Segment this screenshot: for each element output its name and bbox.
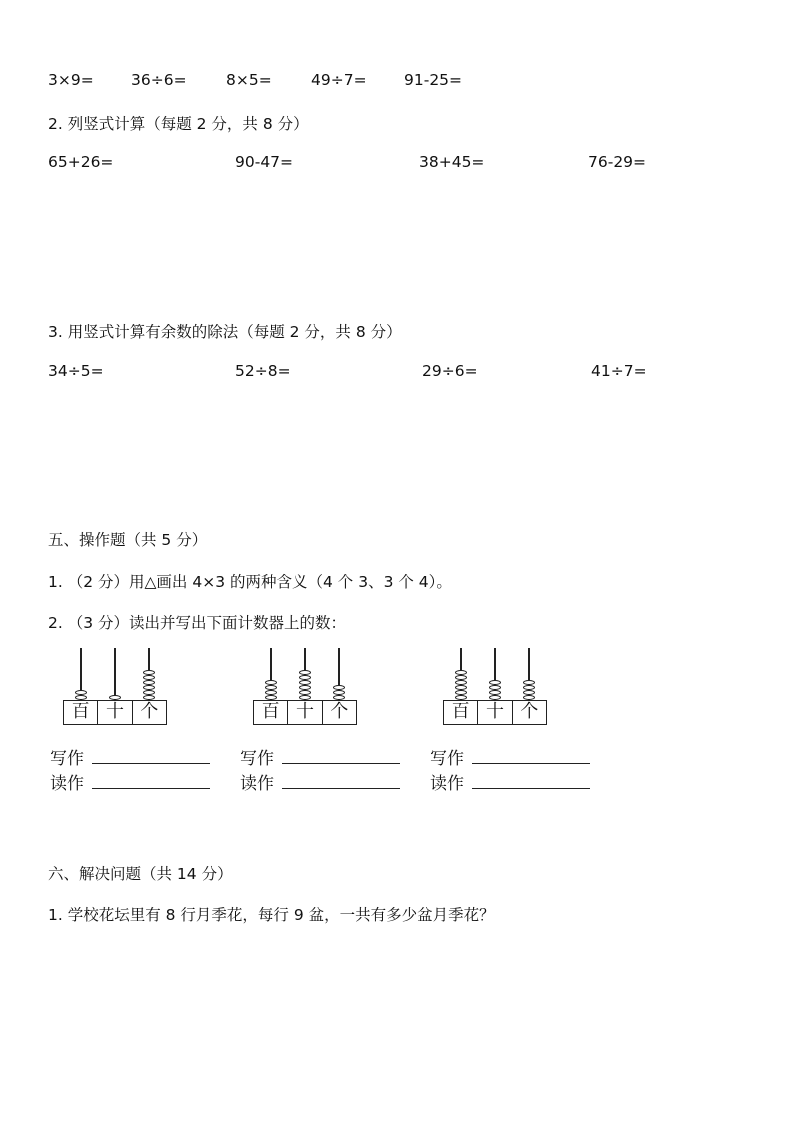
q2-item-2: 90-47= <box>235 153 294 171</box>
counter-bead <box>523 680 535 685</box>
write-blank[interactable] <box>92 749 210 764</box>
counter-bead <box>265 685 277 690</box>
expr-4: 49÷7= <box>311 71 367 89</box>
q2-item-4: 76-29= <box>588 153 647 171</box>
place-label: 百 <box>444 701 478 724</box>
section5-title: 五、操作题（共 5 分） <box>48 531 208 549</box>
counter-bead <box>489 690 501 695</box>
read-blank[interactable] <box>472 774 590 789</box>
place-label: 十 <box>288 701 322 724</box>
expr-3: 8×5= <box>226 71 272 89</box>
counter-bead <box>265 680 277 685</box>
write-blank[interactable] <box>472 749 590 764</box>
counter-bead <box>299 685 311 690</box>
read-row-3 <box>430 769 590 794</box>
counter-bead <box>333 685 345 690</box>
read-label: 读作 <box>50 774 84 794</box>
counter-base <box>63 700 167 725</box>
counter-base <box>253 700 357 725</box>
read-blank[interactable] <box>282 774 400 789</box>
write-row-1 <box>50 744 210 769</box>
counter-bead <box>455 685 467 690</box>
q3-item-4: 41÷7= <box>591 362 647 380</box>
place-label: 十 <box>478 701 512 724</box>
q2-heading: 2. 列竖式计算（每题 2 分，共 8 分） <box>48 115 309 133</box>
counter-bead <box>455 675 467 680</box>
read-row-2 <box>240 769 400 794</box>
counter-bead <box>299 675 311 680</box>
read-row-1 <box>50 769 210 794</box>
q3-item-3: 29÷6= <box>422 362 478 380</box>
q3-item-1: 34÷5= <box>48 362 104 380</box>
q3-heading: 3. 用竖式计算有余数的除法（每题 2 分，共 8 分） <box>48 323 402 341</box>
counter-1 <box>63 648 167 724</box>
counter-bead <box>299 680 311 685</box>
counter-bead <box>489 685 501 690</box>
counter-bead <box>455 690 467 695</box>
read-blank[interactable] <box>92 774 210 789</box>
counter-base <box>443 700 547 725</box>
write-label: 写作 <box>50 749 84 769</box>
section6-title: 六、解决问题（共 14 分） <box>48 865 233 883</box>
counter-rod <box>114 648 116 700</box>
expr-1: 3×9= <box>48 71 94 89</box>
counter-3 <box>443 648 547 724</box>
section5-q2: 2. （3 分）读出并写出下面计数器上的数： <box>48 614 347 632</box>
place-label: 十 <box>98 701 132 724</box>
counter-bead <box>489 680 501 685</box>
counter-bead <box>299 690 311 695</box>
write-row-2 <box>240 744 400 769</box>
q3-item-2: 52÷8= <box>235 362 291 380</box>
counter-bead <box>523 690 535 695</box>
counter-bead <box>265 690 277 695</box>
read-label: 读作 <box>240 774 274 794</box>
place-label: 百 <box>254 701 288 724</box>
write-label: 写作 <box>430 749 464 769</box>
counter-bead <box>143 680 155 685</box>
counter-bead <box>143 690 155 695</box>
counter-bead <box>299 670 311 675</box>
counter-bead <box>333 690 345 695</box>
expr-2: 36÷6= <box>131 71 187 89</box>
write-row-3 <box>430 744 590 769</box>
place-label: 个 <box>330 701 349 722</box>
write-blank[interactable] <box>282 749 400 764</box>
section5-q1: 1. （2 分）用△画出 4×3 的两种含义（4 个 3、3 个 4）。 <box>48 573 452 591</box>
counter-bead <box>143 675 155 680</box>
counter-bead <box>523 685 535 690</box>
expr-5: 91-25= <box>404 71 463 89</box>
counter-bead <box>75 690 87 695</box>
write-label: 写作 <box>240 749 274 769</box>
place-label: 个 <box>520 701 539 722</box>
q2-item-3: 38+45= <box>419 153 485 171</box>
place-label: 个 <box>140 701 159 722</box>
counter-bead <box>455 680 467 685</box>
counter-2 <box>253 648 357 724</box>
place-label: 百 <box>64 701 98 724</box>
counter-bead <box>143 685 155 690</box>
section6-q1: 1. 学校花坛里有 8 行月季花，每行 9 盆，一共有多少盆月季花？ <box>48 906 495 924</box>
counter-bead <box>455 670 467 675</box>
counter-bead <box>143 670 155 675</box>
q2-item-1: 65+26= <box>48 153 114 171</box>
read-label: 读作 <box>430 774 464 794</box>
